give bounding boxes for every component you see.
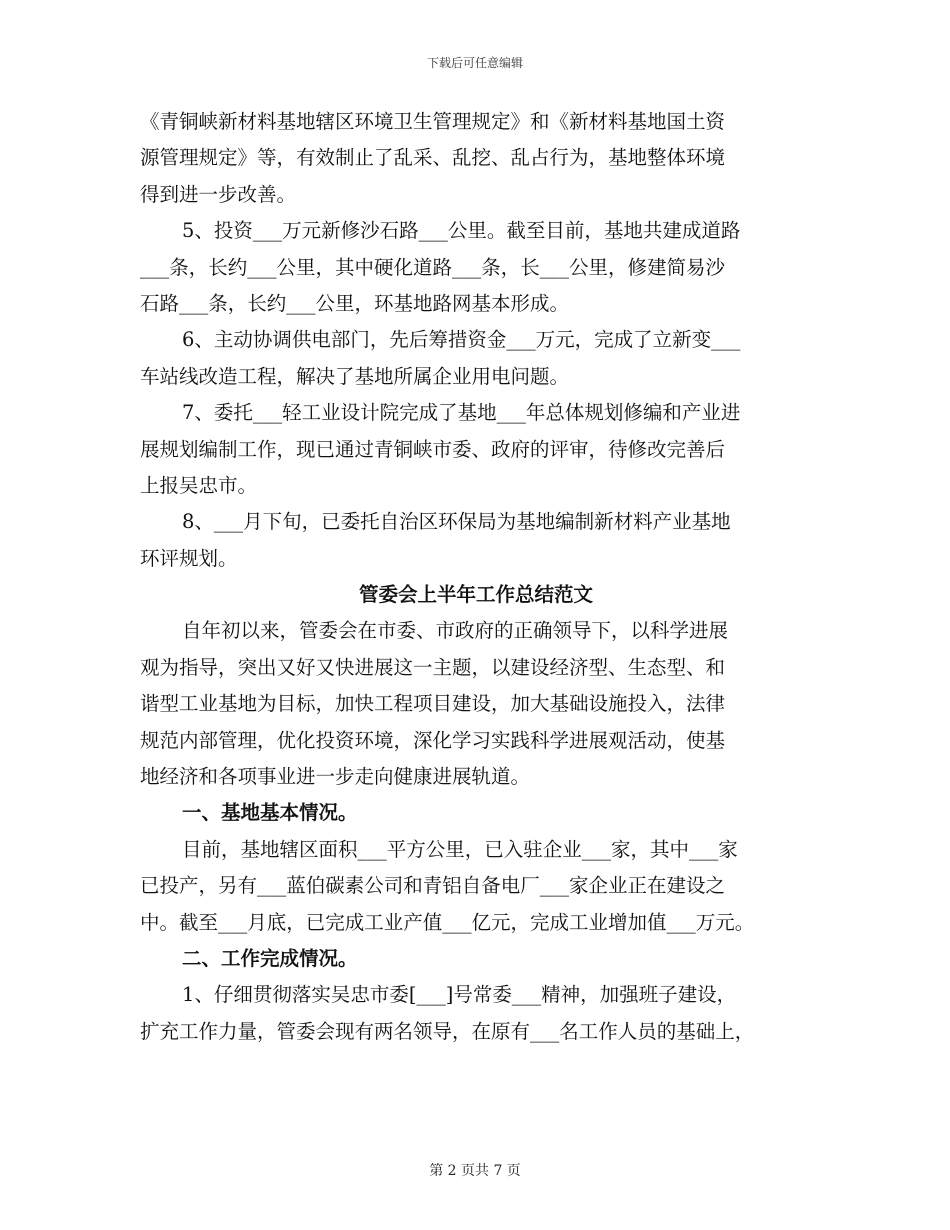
document-body	[140, 104, 812, 1050]
text-line: 目前，基地辖区面积___平方公里，已入驻企业___家，其中___家	[182, 837, 738, 861]
text-line: ___条，长约___公里，其中硬化道路___条，长___公里，修建简易沙	[140, 255, 726, 279]
text-line: 环评规划。	[140, 546, 238, 570]
text-line: 上报吴忠市。	[140, 473, 258, 497]
text-line: 地经济和各项事业进一步走向健康进展轨道。	[140, 765, 531, 789]
page-header: 下载后可任意编辑	[426, 56, 523, 70]
text-line: 谐型工业基地为目标，加快工程项目建设，加大基础设施投入，法律	[140, 692, 726, 716]
text-line: 石路___条，长约___公里，环基地路网基本形成。	[140, 291, 570, 315]
text-line: 展规划编制工作，现已通过青铜峡市委、政府的评审，待修改完善后	[140, 437, 726, 461]
text-line: 得到进一步改善。	[140, 182, 297, 206]
text-line: 观为指导，突出又好又快进展这一主题，以建设经济型、生态型、和	[140, 655, 726, 679]
text-line: 7、委托___轻工业设计院完成了基地___年总体规划修编和产业进	[182, 401, 741, 425]
text-line: 中。截至___月底，已完成工业产值___亿元，完成工业增加值___万元。	[140, 910, 755, 934]
text-line: 6、主动协调供电部门，先后筹措资金___万元，完成了立新变___	[182, 328, 741, 352]
section-heading: 二、工作完成情况。	[182, 946, 358, 970]
text-line: 规范内部管理，优化投资环境，深化学习实践科学进展观活动，使基	[140, 728, 726, 752]
text-line: 5、投资___万元新修沙石路___公里。截至目前，基地共建成道路	[182, 219, 741, 243]
text-line: 已投产，另有___蓝伯碳素公司和青铝自备电厂___家企业正在建设之	[140, 874, 726, 898]
text-line: 车站线改造工程，解决了基地所属企业用电问题。	[140, 364, 570, 388]
text-line: 自年初以来，管委会在市委、市政府的正确领导下，以科学进展	[182, 619, 729, 643]
text-line: 源管理规定》等，有效制止了乱采、乱挖、乱占行为，基地整体环境	[140, 146, 726, 170]
page-footer: 第 2 页共 7 页	[429, 1163, 521, 1179]
text-line: 8、___月下旬，已委托自治区环保局为基地编制新材料产业基地	[182, 510, 731, 534]
section-heading: 一、基地基本情况。	[182, 801, 358, 825]
text-line: 1、仔细贯彻落实吴忠市委[___]号常委___精神，加强班子建设，	[182, 983, 737, 1007]
section-title: 管委会上半年工作总结范文	[358, 583, 593, 607]
text-line: 扩充工作力量，管委会现有两名领导，在原有___名工作人员的基础上，	[140, 1019, 755, 1043]
text-line: 《青铜峡新材料基地辖区环境卫生管理规定》和《新材料基地国土资	[140, 110, 726, 133]
